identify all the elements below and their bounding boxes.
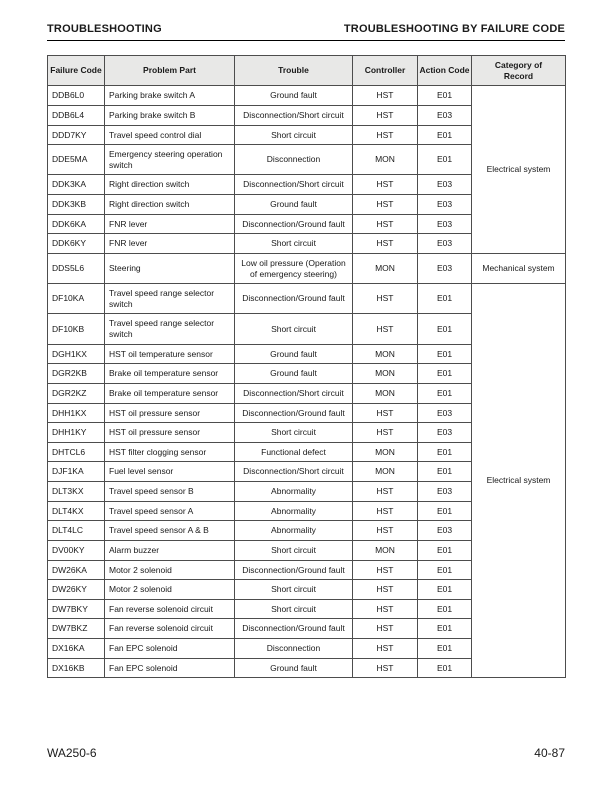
action-code-cell: E03: [418, 175, 472, 195]
failure-code-cell: DLT4KX: [48, 501, 105, 521]
table-row: [48, 253, 566, 283]
trouble-cell: Disconnection: [235, 145, 353, 175]
action-code-cell: E01: [418, 364, 472, 384]
action-code-cell: E03: [418, 234, 472, 254]
controller-cell: HST: [353, 639, 418, 659]
trouble-cell: Short circuit: [235, 580, 353, 600]
failure-code-cell: DW7BKZ: [48, 619, 105, 639]
failure-code-cell: DGR2KZ: [48, 383, 105, 403]
controller-cell: MON: [353, 540, 418, 560]
failure-code-cell: DLT4LC: [48, 521, 105, 541]
problem-part-cell: Fan EPC solenoid: [105, 639, 235, 659]
controller-cell: MON: [353, 462, 418, 482]
problem-part-cell: Travel speed range selector switch: [105, 314, 235, 344]
action-code-cell: E01: [418, 442, 472, 462]
column-header-problem-part: Problem Part: [105, 56, 235, 86]
action-code-cell: E01: [418, 580, 472, 600]
column-header-action-code: Action Code: [418, 56, 472, 86]
failure-code-cell: DLT3KX: [48, 482, 105, 502]
action-code-cell: E03: [418, 482, 472, 502]
category-of-record-cell: Electrical system: [472, 86, 566, 254]
failure-code-cell: DDE5MA: [48, 145, 105, 175]
trouble-cell: Disconnection/Ground fault: [235, 560, 353, 580]
controller-cell: HST: [353, 175, 418, 195]
column-header-failure-code: Failure Code: [48, 56, 105, 86]
model-number: WA250-6: [47, 746, 97, 760]
problem-part-cell: Travel speed range selector switch: [105, 284, 235, 314]
problem-part-cell: Travel speed sensor A: [105, 501, 235, 521]
trouble-cell: Low oil pressure (Operation of emergency steering): [235, 253, 353, 283]
action-code-cell: E01: [418, 86, 472, 106]
controller-cell: MON: [353, 383, 418, 403]
action-code-cell: E03: [418, 253, 472, 283]
column-header-trouble: Trouble: [235, 56, 353, 86]
trouble-cell: Disconnection/Short circuit: [235, 462, 353, 482]
problem-part-cell: Alarm buzzer: [105, 540, 235, 560]
failure-code-cell: DDK3KA: [48, 175, 105, 195]
problem-part-cell: FNR lever: [105, 234, 235, 254]
trouble-cell: Ground fault: [235, 364, 353, 384]
controller-cell: HST: [353, 234, 418, 254]
problem-part-cell: Motor 2 solenoid: [105, 580, 235, 600]
page-number: 40-87: [534, 746, 565, 760]
controller-cell: HST: [353, 284, 418, 314]
controller-cell: HST: [353, 580, 418, 600]
problem-part-cell: Fan EPC solenoid: [105, 658, 235, 678]
trouble-cell: Ground fault: [235, 344, 353, 364]
trouble-cell: Abnormality: [235, 521, 353, 541]
action-code-cell: E01: [418, 314, 472, 344]
problem-part-cell: Fan reverse solenoid circuit: [105, 599, 235, 619]
trouble-cell: Ground fault: [235, 658, 353, 678]
controller-cell: HST: [353, 521, 418, 541]
action-code-cell: E01: [418, 639, 472, 659]
controller-cell: HST: [353, 195, 418, 215]
trouble-cell: Disconnection/Short circuit: [235, 105, 353, 125]
failure-code-cell: DDB6L4: [48, 105, 105, 125]
failure-code-cell: DDK6KY: [48, 234, 105, 254]
action-code-cell: E03: [418, 423, 472, 443]
action-code-cell: E03: [418, 403, 472, 423]
action-code-cell: E01: [418, 145, 472, 175]
trouble-cell: Short circuit: [235, 234, 353, 254]
failure-code-cell: DF10KA: [48, 284, 105, 314]
column-header-category-of-record: Category of Record: [472, 56, 566, 86]
trouble-cell: Disconnection/Short circuit: [235, 383, 353, 403]
trouble-cell: Disconnection/Short circuit: [235, 175, 353, 195]
action-code-cell: E03: [418, 214, 472, 234]
trouble-cell: Short circuit: [235, 314, 353, 344]
trouble-cell: Short circuit: [235, 125, 353, 145]
problem-part-cell: Travel speed sensor B: [105, 482, 235, 502]
action-code-cell: E01: [418, 560, 472, 580]
problem-part-cell: Parking brake switch A: [105, 86, 235, 106]
action-code-cell: E01: [418, 540, 472, 560]
problem-part-cell: Emergency steering operation switch: [105, 145, 235, 175]
failure-code-cell: DHH1KY: [48, 423, 105, 443]
problem-part-cell: Right direction switch: [105, 175, 235, 195]
trouble-cell: Disconnection/Ground fault: [235, 284, 353, 314]
controller-cell: HST: [353, 501, 418, 521]
problem-part-cell: Right direction switch: [105, 195, 235, 215]
failure-code-cell: DDD7KY: [48, 125, 105, 145]
failure-code-cell: DF10KB: [48, 314, 105, 344]
failure-code-cell: DW26KY: [48, 580, 105, 600]
controller-cell: HST: [353, 599, 418, 619]
controller-cell: MON: [353, 145, 418, 175]
action-code-cell: E01: [418, 599, 472, 619]
trouble-cell: Short circuit: [235, 423, 353, 443]
trouble-cell: Disconnection/Ground fault: [235, 403, 353, 423]
trouble-cell: Ground fault: [235, 195, 353, 215]
action-code-cell: E03: [418, 521, 472, 541]
failure-code-cell: DV00KY: [48, 540, 105, 560]
failure-code-cell: DHH1KX: [48, 403, 105, 423]
trouble-cell: Functional defect: [235, 442, 353, 462]
failure-code-cell: DDK6KA: [48, 214, 105, 234]
category-of-record-cell: Mechanical system: [472, 253, 566, 283]
trouble-cell: Short circuit: [235, 599, 353, 619]
category-of-record-cell: Electrical system: [472, 284, 566, 678]
action-code-cell: E03: [418, 195, 472, 215]
table-row: [48, 86, 566, 106]
trouble-cell: Disconnection: [235, 639, 353, 659]
problem-part-cell: Steering: [105, 253, 235, 283]
controller-cell: MON: [353, 253, 418, 283]
problem-part-cell: Brake oil temperature sensor: [105, 364, 235, 384]
problem-part-cell: Parking brake switch B: [105, 105, 235, 125]
action-code-cell: E01: [418, 383, 472, 403]
problem-part-cell: HST oil pressure sensor: [105, 423, 235, 443]
table-header-row: [48, 56, 566, 86]
problem-part-cell: HST oil pressure sensor: [105, 403, 235, 423]
problem-part-cell: Travel speed sensor A & B: [105, 521, 235, 541]
problem-part-cell: Travel speed control dial: [105, 125, 235, 145]
controller-cell: MON: [353, 442, 418, 462]
trouble-cell: Abnormality: [235, 501, 353, 521]
controller-cell: HST: [353, 214, 418, 234]
controller-cell: HST: [353, 403, 418, 423]
controller-cell: HST: [353, 314, 418, 344]
problem-part-cell: HST oil temperature sensor: [105, 344, 235, 364]
controller-cell: HST: [353, 86, 418, 106]
action-code-cell: E01: [418, 462, 472, 482]
failure-code-cell: DDK3KB: [48, 195, 105, 215]
controller-cell: HST: [353, 619, 418, 639]
action-code-cell: E01: [418, 619, 472, 639]
page-footer: [47, 746, 565, 760]
failure-code-cell: DGH1KX: [48, 344, 105, 364]
controller-cell: MON: [353, 364, 418, 384]
failure-code-cell: DHTCL6: [48, 442, 105, 462]
problem-part-cell: Fan reverse solenoid circuit: [105, 619, 235, 639]
controller-cell: HST: [353, 105, 418, 125]
controller-cell: HST: [353, 658, 418, 678]
trouble-cell: Ground fault: [235, 86, 353, 106]
controller-cell: MON: [353, 344, 418, 364]
failure-code-table: [47, 55, 566, 678]
controller-cell: HST: [353, 125, 418, 145]
action-code-cell: E01: [418, 658, 472, 678]
trouble-cell: Disconnection/Ground fault: [235, 619, 353, 639]
failure-code-cell: DW26KA: [48, 560, 105, 580]
action-code-cell: E01: [418, 125, 472, 145]
failure-code-cell: DX16KA: [48, 639, 105, 659]
failure-code-cell: DDB6L0: [48, 86, 105, 106]
failure-code-cell: DDS5L6: [48, 253, 105, 283]
failure-code-cell: DJF1KA: [48, 462, 105, 482]
action-code-cell: E03: [418, 105, 472, 125]
action-code-cell: E01: [418, 501, 472, 521]
failure-code-cell: DW7BKY: [48, 599, 105, 619]
table-row: [48, 284, 566, 314]
problem-part-cell: Brake oil temperature sensor: [105, 383, 235, 403]
controller-cell: HST: [353, 560, 418, 580]
problem-part-cell: HST filter clogging sensor: [105, 442, 235, 462]
problem-part-cell: FNR lever: [105, 214, 235, 234]
action-code-cell: E01: [418, 284, 472, 314]
controller-cell: HST: [353, 482, 418, 502]
trouble-cell: Short circuit: [235, 540, 353, 560]
trouble-cell: Disconnection/Ground fault: [235, 214, 353, 234]
action-code-cell: E01: [418, 344, 472, 364]
failure-code-cell: DGR2KB: [48, 364, 105, 384]
problem-part-cell: Fuel level sensor: [105, 462, 235, 482]
trouble-cell: Abnormality: [235, 482, 353, 502]
section-title: TROUBLESHOOTING: [47, 23, 162, 35]
controller-cell: HST: [353, 423, 418, 443]
page-header: [47, 23, 565, 41]
failure-code-cell: DX16KB: [48, 658, 105, 678]
problem-part-cell: Motor 2 solenoid: [105, 560, 235, 580]
column-header-controller: Controller: [353, 56, 418, 86]
chapter-title: TROUBLESHOOTING BY FAILURE CODE: [343, 23, 565, 35]
